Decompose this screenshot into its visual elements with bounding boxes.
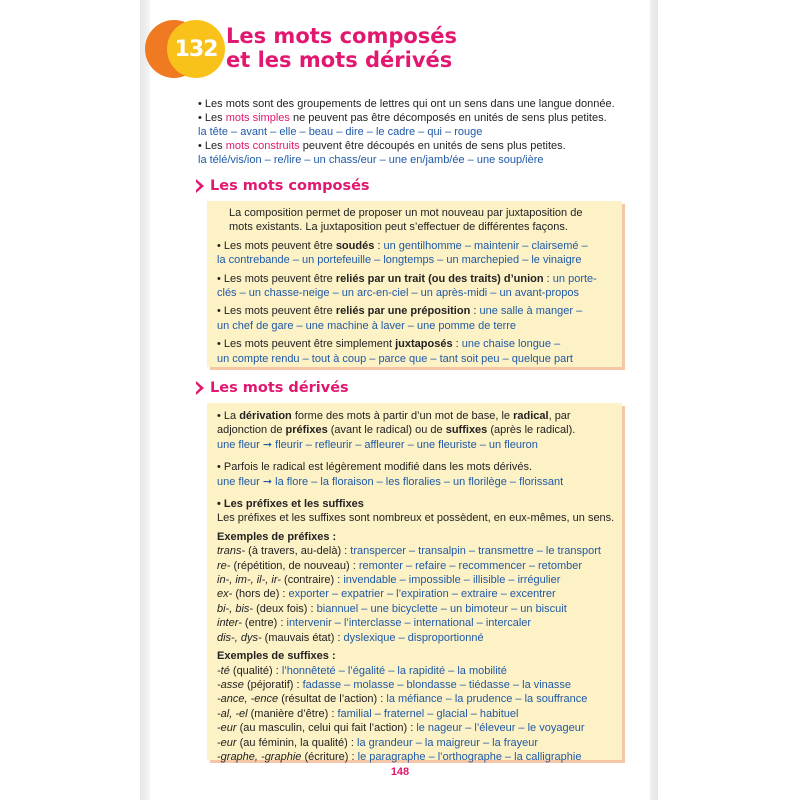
prefix-examples: biannuel – une bicyclette – un bimoteur – un biscuit	[316, 602, 567, 615]
prefix-meaning: (contraire) :	[280, 574, 344, 587]
prefix-examples: remonter – refaire – recommencer – retomber	[358, 559, 583, 572]
suffix-row	[217, 664, 612, 678]
suffix-affix: -graphe, -graphie	[217, 750, 302, 763]
prefix-meaning: (hors de) :	[232, 588, 289, 601]
section-heading-derives: Les mots dérivés	[196, 380, 349, 396]
lesson-title-line2: et les mots dérivés	[226, 48, 453, 72]
lesson-title	[226, 24, 457, 72]
suffix-meaning: (péjoratif) :	[243, 678, 303, 691]
suffix-affix: -eur	[217, 722, 237, 735]
suffix-row	[217, 750, 612, 764]
suffix-meaning: (écriture) :	[301, 750, 358, 763]
prefix-meaning: (répétition, de nouveau) :	[230, 559, 359, 572]
rule-item: • Les mots peuvent être soudés : un gentilhomme – maintenir – clairsemé – la contrebande – un portefeuille – longtemps – un marchepied – le vinaigre	[217, 239, 588, 267]
lesson-number-badge	[145, 20, 225, 78]
suffix-row	[217, 721, 612, 735]
intro-line: • Les mots sont des groupements de lettres qui ont un sens dans une langue donnée.	[198, 98, 615, 110]
prefix-affix: inter-	[217, 617, 242, 630]
rule-item: • Les mots peuvent être reliés par une préposition : une salle à manger – un chef de gare – une machine à laver – une pomme de terre	[217, 305, 583, 332]
suffix-affix: -ance, -ence	[217, 693, 279, 706]
prefix-meaning: (à travers, au-delà) :	[245, 545, 351, 558]
rule-item: • Parfois le radical est légèrement modifié dans les mots dérivés. une fleur ➞ la flore – la floraison – les floralies – un florilège – florissant	[217, 460, 612, 489]
prefix-examples: transpercer – transalpin – transmettre – le transport	[350, 545, 601, 558]
intro-example: la tête – avant – elle – beau – dire – le cadre – qui – rouge	[198, 126, 483, 138]
prefix-affix: trans-	[217, 545, 246, 558]
suffix-meaning: (résultat de l’action) :	[278, 693, 387, 706]
suffix-examples: le nageur – l’éleveur – le voyageur	[416, 722, 585, 735]
prefix-row	[217, 559, 612, 573]
prefix-row	[217, 573, 612, 587]
box-mots-derives	[207, 403, 622, 763]
suffix-examples: la méfiance – la prudence – la souffrance	[386, 693, 588, 706]
prefix-affix: re-	[217, 559, 231, 572]
suffix-list: Exemples de suffixes : -té (qualité) : l’honnêteté – l’égalité – la rapidité – la mobilité -asse (péjoratif) : fadasse – molasse – blondasse – tiédasse – la vinasse -ance, -ence (résultat de l’action) : la méfiance – la prudence – la souffrance -al, -el (manière d’être) : familial – fraternel – glacial – habituel -eur (au masculin, celui qui fait l’action) : le nageur – l’éleveur – le voyageur -eur (au féminin, la qualité) : la grandeur – la maigreur – la frayeur -graphe, -graphie (écriture) : le paragraphe – l’orthographe – la calligraphie	[217, 649, 612, 764]
prefix-examples: exporter – expatrier – l’expiration – extraire – excentrer	[288, 588, 556, 601]
suffix-meaning: (au masculin, celui qui fait l’action) :	[236, 722, 417, 735]
suffix-meaning: (au féminin, la qualité) :	[236, 736, 358, 749]
intro-example: la télé/vis/ion – re/lire – un chass/eur – une en/jamb/ée – une soup/ière	[198, 154, 544, 166]
rule-item: • Les mots peuvent être simplement juxtaposés : une chaise longue – un compte rendu – tout à coup – parce que – tant soit peu – quelque part	[217, 338, 573, 365]
lesson-number: 132	[174, 36, 218, 62]
prefix-meaning: (mauvais état) :	[261, 631, 344, 644]
suffix-row	[217, 678, 612, 692]
highlight-term: mots construits	[225, 140, 300, 152]
rule-item: • Les préfixes et les suffixes Les préfixes et les suffixes sont nombreux et possèdent, en eux-mêmes, un sens.	[217, 498, 615, 525]
prefix-examples: invendable – impossible – illisible – irrégulier	[343, 574, 561, 587]
prefix-list: Exemples de préfixes : trans- (à travers, au-delà) : transpercer – transalpin – transmettre – le transport re- (répétition, de nouveau) : remonter – refaire – recommencer – retomber in-, im-, il-, ir- (contraire) : invendable – impossible – illisible – irrégulier ex- (hors de) : exporter – expatrier – l’expiration – extraire – excentrer bi-, bis- (deux fois) : biannuel – une bicyclette – un bimoteur – un biscuit inter- (entre) : intervenir – l’interclasse – international – intercaler dis-, dys- (mauvais état) : dyslexique – disproportionné	[217, 530, 612, 645]
box-intro: La composition permet de proposer un mot nouveau par juxtaposition de mots existants. La juxtaposition peut s’effectuer de différentes façons.	[229, 207, 583, 234]
chevron-right-icon	[196, 381, 204, 395]
rule-item: • La dérivation forme des mots à partir d’un mot de base, le radical, par adjonction de préfixes (avant le radical) ou de suffixes (après le radical). une fleur ➞ fleurir – refleurir – affleurer – une fleuriste – un fleuron	[217, 409, 612, 452]
prefix-affix: dis-, dys-	[217, 631, 262, 644]
suffix-examples: fadasse – molasse – blondasse – tiédasse – la vinasse	[302, 678, 572, 691]
prefix-row	[217, 587, 612, 601]
section-heading-composes: Les mots composés	[196, 178, 370, 194]
lesson-title-line1: Les mots composés	[226, 24, 458, 48]
suffix-row	[217, 692, 612, 706]
suffix-meaning: (manière d’être) :	[247, 707, 338, 720]
prefix-examples: intervenir – l’interclasse – international – intercaler	[286, 617, 532, 630]
prefix-meaning: (entre) :	[241, 617, 287, 630]
prefix-row	[217, 631, 612, 645]
prefix-affix: ex-	[217, 588, 233, 601]
box-mots-composes	[207, 201, 622, 367]
suffix-examples: familial – fraternel – glacial – habituel	[337, 707, 519, 720]
suffix-row	[217, 707, 612, 721]
suffix-affix: -asse	[217, 678, 244, 691]
badge-yellow-circle	[167, 20, 225, 78]
suffix-examples: le paragraphe – l’orthographe – la calligraphie	[357, 750, 582, 763]
suffix-affix: -eur	[217, 736, 237, 749]
suffix-affix: -té	[217, 664, 230, 677]
suffix-meaning: (qualité) :	[229, 664, 282, 677]
intro-line: • Les mots simples ne peuvent pas être décomposés en unités de sens plus petites.	[198, 112, 607, 124]
intro-block	[198, 97, 618, 167]
prefix-row	[217, 616, 612, 630]
suffix-row	[217, 736, 612, 750]
intro-line: • Les mots construits peuvent être découpés en unités de sens plus petites.	[198, 140, 566, 152]
prefix-affix: bi-, bis-	[217, 602, 254, 615]
prefix-row	[217, 602, 612, 616]
example-line: une fleur ➞ la flore – la floraison – les floralies – un florilège – florissant	[217, 475, 564, 488]
suffix-examples: la grandeur – la maigreur – la frayeur	[357, 736, 538, 749]
prefix-affix: in-, im-, il-, ir-	[217, 574, 281, 587]
suffix-affix: -al, -el	[217, 707, 248, 720]
chevron-right-icon	[196, 179, 204, 193]
prefix-row	[217, 544, 612, 558]
rule-item: • Les mots peuvent être reliés par un trait (ou des traits) d’union : un porte- clés – un chasse-neige – un arc-en-ciel – un après-midi – un avant-propos	[217, 272, 597, 300]
page-number: 148	[390, 766, 410, 778]
example-line: une fleur ➞ fleurir – refleurir – affleurer – une fleuriste – un fleuron	[217, 438, 538, 451]
prefix-examples: dyslexique – disproportionné	[343, 631, 484, 644]
highlight-term: mots simples	[225, 112, 290, 124]
suffix-examples: l’honnêteté – l’égalité – la rapidité – la mobilité	[281, 664, 507, 677]
prefix-meaning: (deux fois) :	[253, 602, 317, 615]
